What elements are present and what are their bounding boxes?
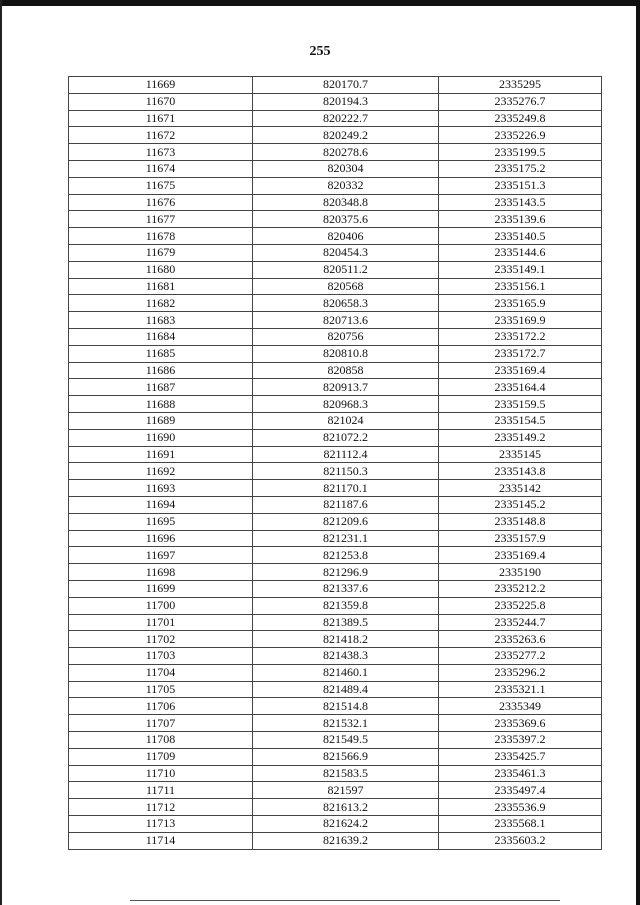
y-coordinate-cell: 2335159.5 bbox=[439, 396, 602, 413]
y-coordinate-cell: 2335199.5 bbox=[439, 144, 602, 161]
x-coordinate-cell: 821532.1 bbox=[253, 715, 439, 732]
table-row bbox=[69, 799, 602, 816]
table-row bbox=[69, 93, 602, 110]
x-coordinate-cell: 820756 bbox=[253, 328, 439, 345]
point-id-cell: 11709 bbox=[69, 748, 253, 765]
y-coordinate-cell: 2335263.6 bbox=[439, 631, 602, 648]
table-row bbox=[69, 328, 602, 345]
y-coordinate-cell: 2335148.8 bbox=[439, 513, 602, 530]
point-id-cell: 11701 bbox=[69, 614, 253, 631]
point-id-cell: 11689 bbox=[69, 412, 253, 429]
point-id-cell: 11681 bbox=[69, 278, 253, 295]
point-id-cell: 11699 bbox=[69, 580, 253, 597]
y-coordinate-cell: 2335321.1 bbox=[439, 681, 602, 698]
y-coordinate-cell: 2335172.2 bbox=[439, 328, 602, 345]
table-row bbox=[69, 312, 602, 329]
x-coordinate-cell: 821337.6 bbox=[253, 580, 439, 597]
x-coordinate-cell: 820348.8 bbox=[253, 194, 439, 211]
table-row bbox=[69, 228, 602, 245]
point-id-cell: 11674 bbox=[69, 160, 253, 177]
y-coordinate-cell: 2335169.4 bbox=[439, 362, 602, 379]
x-coordinate-cell: 820913.7 bbox=[253, 379, 439, 396]
table-row bbox=[69, 681, 602, 698]
table-row bbox=[69, 177, 602, 194]
point-id-cell: 11713 bbox=[69, 816, 253, 833]
y-coordinate-cell: 2335226.9 bbox=[439, 127, 602, 144]
y-coordinate-cell: 2335295 bbox=[439, 77, 602, 94]
table-row bbox=[69, 127, 602, 144]
x-coordinate-cell: 820713.6 bbox=[253, 312, 439, 329]
table-row bbox=[69, 295, 602, 312]
point-id-cell: 11692 bbox=[69, 463, 253, 480]
point-id-cell: 11697 bbox=[69, 547, 253, 564]
y-coordinate-cell: 2335154.5 bbox=[439, 412, 602, 429]
scan-edge-top bbox=[0, 0, 640, 6]
page-number: 255 bbox=[309, 44, 331, 59]
x-coordinate-cell: 820968.3 bbox=[253, 396, 439, 413]
x-coordinate-cell: 821583.5 bbox=[253, 765, 439, 782]
x-coordinate-cell: 820304 bbox=[253, 160, 439, 177]
x-coordinate-cell: 821566.9 bbox=[253, 748, 439, 765]
table-row bbox=[69, 429, 602, 446]
y-coordinate-cell: 2335603.2 bbox=[439, 832, 602, 849]
table-row bbox=[69, 748, 602, 765]
x-coordinate-cell: 821597 bbox=[253, 782, 439, 799]
point-id-cell: 11676 bbox=[69, 194, 253, 211]
point-id-cell: 11688 bbox=[69, 396, 253, 413]
x-coordinate-cell: 821460.1 bbox=[253, 664, 439, 681]
x-coordinate-cell: 820810.8 bbox=[253, 345, 439, 362]
table-row bbox=[69, 211, 602, 228]
x-coordinate-cell: 821231.1 bbox=[253, 530, 439, 547]
x-coordinate-cell: 821549.5 bbox=[253, 732, 439, 749]
x-coordinate-cell: 821359.8 bbox=[253, 597, 439, 614]
y-coordinate-cell: 2335497.4 bbox=[439, 782, 602, 799]
table-row bbox=[69, 160, 602, 177]
x-coordinate-cell: 821389.5 bbox=[253, 614, 439, 631]
table-row bbox=[69, 530, 602, 547]
table-row bbox=[69, 379, 602, 396]
y-coordinate-cell: 2335145.2 bbox=[439, 496, 602, 513]
table-row bbox=[69, 194, 602, 211]
table-row bbox=[69, 631, 602, 648]
table-row bbox=[69, 496, 602, 513]
table-row bbox=[69, 412, 602, 429]
table-row bbox=[69, 564, 602, 581]
point-id-cell: 11677 bbox=[69, 211, 253, 228]
table-row bbox=[69, 547, 602, 564]
y-coordinate-cell: 2335157.9 bbox=[439, 530, 602, 547]
table-row bbox=[69, 513, 602, 530]
x-coordinate-cell: 820406 bbox=[253, 228, 439, 245]
table-row bbox=[69, 698, 602, 715]
y-coordinate-cell: 2335172.7 bbox=[439, 345, 602, 362]
point-id-cell: 11678 bbox=[69, 228, 253, 245]
y-coordinate-cell: 2335397.2 bbox=[439, 732, 602, 749]
x-coordinate-cell: 821624.2 bbox=[253, 816, 439, 833]
y-coordinate-cell: 2335568.1 bbox=[439, 816, 602, 833]
table-body bbox=[69, 77, 602, 850]
x-coordinate-cell: 821613.2 bbox=[253, 799, 439, 816]
y-coordinate-cell: 2335461.3 bbox=[439, 765, 602, 782]
y-coordinate-cell: 2335156.1 bbox=[439, 278, 602, 295]
point-id-cell: 11712 bbox=[69, 799, 253, 816]
table-row bbox=[69, 144, 602, 161]
point-id-cell: 11705 bbox=[69, 681, 253, 698]
y-coordinate-cell: 2335276.7 bbox=[439, 93, 602, 110]
y-coordinate-cell: 2335143.8 bbox=[439, 463, 602, 480]
table-row bbox=[69, 362, 602, 379]
table-row bbox=[69, 244, 602, 261]
point-id-cell: 11691 bbox=[69, 446, 253, 463]
x-coordinate-cell: 821489.4 bbox=[253, 681, 439, 698]
x-coordinate-cell: 821024 bbox=[253, 412, 439, 429]
y-coordinate-cell: 2335143.5 bbox=[439, 194, 602, 211]
table-row bbox=[69, 77, 602, 94]
point-id-cell: 11670 bbox=[69, 93, 253, 110]
x-coordinate-cell: 821112.4 bbox=[253, 446, 439, 463]
y-coordinate-cell: 2335212.2 bbox=[439, 580, 602, 597]
point-id-cell: 11703 bbox=[69, 648, 253, 665]
x-coordinate-cell: 820278.6 bbox=[253, 144, 439, 161]
table-row bbox=[69, 110, 602, 127]
x-coordinate-cell: 821438.3 bbox=[253, 648, 439, 665]
point-id-cell: 11684 bbox=[69, 328, 253, 345]
point-id-cell: 11700 bbox=[69, 597, 253, 614]
point-id-cell: 11680 bbox=[69, 261, 253, 278]
x-coordinate-cell: 820454.3 bbox=[253, 244, 439, 261]
point-id-cell: 11693 bbox=[69, 480, 253, 497]
table-row bbox=[69, 782, 602, 799]
point-id-cell: 11672 bbox=[69, 127, 253, 144]
x-coordinate-cell: 820858 bbox=[253, 362, 439, 379]
y-coordinate-cell: 2335425.7 bbox=[439, 748, 602, 765]
x-coordinate-cell: 820568 bbox=[253, 278, 439, 295]
point-id-cell: 11671 bbox=[69, 110, 253, 127]
table-row bbox=[69, 732, 602, 749]
point-id-cell: 11698 bbox=[69, 564, 253, 581]
x-coordinate-cell: 820170.7 bbox=[253, 77, 439, 94]
coordinate-table bbox=[68, 76, 602, 850]
table-row bbox=[69, 832, 602, 849]
y-coordinate-cell: 2335296.2 bbox=[439, 664, 602, 681]
point-id-cell: 11711 bbox=[69, 782, 253, 799]
point-id-cell: 11690 bbox=[69, 429, 253, 446]
table-row bbox=[69, 648, 602, 665]
x-coordinate-cell: 820249.2 bbox=[253, 127, 439, 144]
point-id-cell: 11694 bbox=[69, 496, 253, 513]
table-row bbox=[69, 715, 602, 732]
x-coordinate-cell: 820375.6 bbox=[253, 211, 439, 228]
x-coordinate-cell: 821072.2 bbox=[253, 429, 439, 446]
y-coordinate-cell: 2335140.5 bbox=[439, 228, 602, 245]
point-id-cell: 11675 bbox=[69, 177, 253, 194]
y-coordinate-cell: 2335165.9 bbox=[439, 295, 602, 312]
x-coordinate-cell: 820511.2 bbox=[253, 261, 439, 278]
table-row bbox=[69, 580, 602, 597]
x-coordinate-cell: 820658.3 bbox=[253, 295, 439, 312]
x-coordinate-cell: 821209.6 bbox=[253, 513, 439, 530]
point-id-cell: 11673 bbox=[69, 144, 253, 161]
y-coordinate-cell: 2335169.4 bbox=[439, 547, 602, 564]
point-id-cell: 11708 bbox=[69, 732, 253, 749]
y-coordinate-cell: 2335142 bbox=[439, 480, 602, 497]
x-coordinate-cell: 820332 bbox=[253, 177, 439, 194]
x-coordinate-cell: 821639.2 bbox=[253, 832, 439, 849]
y-coordinate-cell: 2335244.7 bbox=[439, 614, 602, 631]
point-id-cell: 11685 bbox=[69, 345, 253, 362]
table-row bbox=[69, 765, 602, 782]
y-coordinate-cell: 2335249.8 bbox=[439, 110, 602, 127]
x-coordinate-cell: 821514.8 bbox=[253, 698, 439, 715]
y-coordinate-cell: 2335169.9 bbox=[439, 312, 602, 329]
table-row bbox=[69, 816, 602, 833]
y-coordinate-cell: 2335349 bbox=[439, 698, 602, 715]
point-id-cell: 11714 bbox=[69, 832, 253, 849]
x-coordinate-cell: 820194.3 bbox=[253, 93, 439, 110]
scan-edge-bottom bbox=[130, 900, 560, 901]
scan-edge-right bbox=[636, 0, 640, 905]
x-coordinate-cell: 821253.8 bbox=[253, 547, 439, 564]
point-id-cell: 11683 bbox=[69, 312, 253, 329]
point-id-cell: 11707 bbox=[69, 715, 253, 732]
y-coordinate-cell: 2335149.2 bbox=[439, 429, 602, 446]
table-row bbox=[69, 463, 602, 480]
y-coordinate-cell: 2335145 bbox=[439, 446, 602, 463]
y-coordinate-cell: 2335151.3 bbox=[439, 177, 602, 194]
y-coordinate-cell: 2335175.2 bbox=[439, 160, 602, 177]
x-coordinate-cell: 821170.1 bbox=[253, 480, 439, 497]
point-id-cell: 11710 bbox=[69, 765, 253, 782]
point-id-cell: 11696 bbox=[69, 530, 253, 547]
y-coordinate-cell: 2335369.6 bbox=[439, 715, 602, 732]
point-id-cell: 11702 bbox=[69, 631, 253, 648]
point-id-cell: 11706 bbox=[69, 698, 253, 715]
y-coordinate-cell: 2335149.1 bbox=[439, 261, 602, 278]
point-id-cell: 11686 bbox=[69, 362, 253, 379]
point-id-cell: 11679 bbox=[69, 244, 253, 261]
x-coordinate-cell: 821150.3 bbox=[253, 463, 439, 480]
coordinate-table-container bbox=[68, 76, 601, 850]
x-coordinate-cell: 821296.9 bbox=[253, 564, 439, 581]
y-coordinate-cell: 2335225.8 bbox=[439, 597, 602, 614]
table-row bbox=[69, 664, 602, 681]
y-coordinate-cell: 2335164.4 bbox=[439, 379, 602, 396]
table-row bbox=[69, 597, 602, 614]
table-row bbox=[69, 278, 602, 295]
y-coordinate-cell: 2335144.6 bbox=[439, 244, 602, 261]
point-id-cell: 11704 bbox=[69, 664, 253, 681]
point-id-cell: 11687 bbox=[69, 379, 253, 396]
x-coordinate-cell: 821187.6 bbox=[253, 496, 439, 513]
y-coordinate-cell: 2335536.9 bbox=[439, 799, 602, 816]
point-id-cell: 11695 bbox=[69, 513, 253, 530]
x-coordinate-cell: 821418.2 bbox=[253, 631, 439, 648]
point-id-cell: 11669 bbox=[69, 77, 253, 94]
scan-edge-left bbox=[0, 0, 2, 905]
y-coordinate-cell: 2335139.6 bbox=[439, 211, 602, 228]
table-row bbox=[69, 614, 602, 631]
x-coordinate-cell: 820222.7 bbox=[253, 110, 439, 127]
table-row bbox=[69, 261, 602, 278]
table-row bbox=[69, 396, 602, 413]
point-id-cell: 11682 bbox=[69, 295, 253, 312]
table-row bbox=[69, 446, 602, 463]
y-coordinate-cell: 2335190 bbox=[439, 564, 602, 581]
table-row bbox=[69, 480, 602, 497]
table-row bbox=[69, 345, 602, 362]
y-coordinate-cell: 2335277.2 bbox=[439, 648, 602, 665]
